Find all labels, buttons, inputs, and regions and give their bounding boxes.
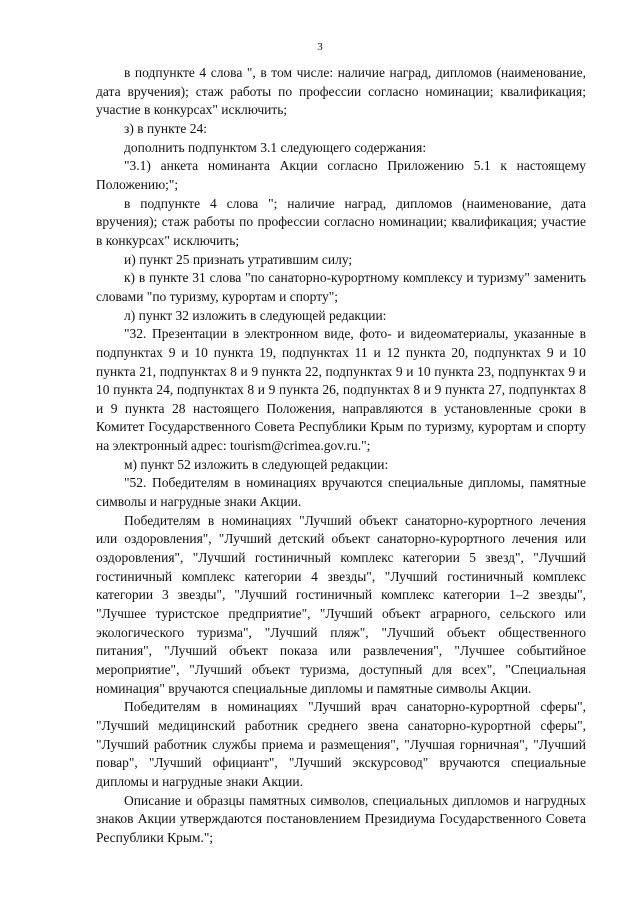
document-body <box>96 64 586 848</box>
paragraph: Победителям в номинациях "Лучший объект санаторно-курортного лечения или оздоровления", "Лучший детский объект санаторно-курортного лечения или оздоровления", "Лучший гостиничный комплекс категории 5 звезд", "Лучший гостиничный комплекс категории 4 звезды", "Лучший гостиничный комплекс категории 3 звезды", "Лучший гостиничный комплекс категории 1–2 звезды", "Лучшее туристское предприятие", "Лучший объект аграрного, сельского или экологического туризма", "Лучший пляж", "Лучший объект общественного питания", "Лучший объект показа или развлечения", "Лучшее событийное мероприятие", "Лучший объект туризма, доступный для всех", "Специальная номинация" вручаются специальные дипломы и памятные символы Акции. <box>96 512 586 696</box>
page-number: 3 <box>317 41 323 53</box>
paragraph: в подпункте 4 слова ", в том числе: наличие наград, дипломов (наименование, дата вручения); стаж работы по профессии согласно номинации; квалификация; участие в конкурсах" исключить; <box>96 65 586 118</box>
paragraph: "32. Презентации в электронном виде, фото- и видеоматериалы, указанные в подпунктах 9 и 10 пункта 19, подпунктах 11 и 12 пункта 20, подпунктах 9 и 10 пункта 21, подпунктах 8 и 9 пункта 22, подпунктах 9 и 10 пункта 23, подпунктах 9 и 10 пункта 24, подпунктах 8 и 9 пункта 26, подпунктах 8 и 9 пункта 27, подпунктах 8 и 9 пункта 28 настоящего Положения, направляются в установленные сроки в Комитет Государственного Совета Республики Крым по туризму, курортам и спорту на электронный адрес: tourism@crimea.gov.ru."; <box>96 326 586 454</box>
paragraph: Описание и образцы памятных символов, специальных дипломов и нагрудных знаков Акции утверждаются постановлением Президиума Государственного Совета Республики Крым."; <box>96 792 586 845</box>
paragraph: Победителям в номинациях "Лучший врач санаторно-курортной сферы", "Лучший медицинский работник среднего звена санаторно-курортной сферы", "Лучший работник службы приема и размещения", "Лучшая горничная", "Лучший повар", "Лучший официант", "Лучший экскурсовод" вручаются специальные дипломы и нагрудные знаки Акции. <box>96 699 586 789</box>
paragraph: в подпункте 4 слова "; наличие наград, дипломов (наименование, дата вручения); стаж работы по профессии согласно номинации; квалификация; участие в конкурсах" исключить; <box>96 195 586 248</box>
paragraph: "52. Победителям в номинациях вручаются специальные дипломы, памятные символы и нагрудные знаки Акции. <box>96 475 586 510</box>
paragraph: дополнить подпунктом 3.1 следующего содержания: <box>124 139 427 155</box>
paragraph: м) пункт 52 изложить в следующей редакции: <box>124 456 389 472</box>
paragraph: и) пункт 25 признать утратившим силу; <box>124 251 353 267</box>
paragraph: л) пункт 32 изложить в следующей редакции: <box>124 307 387 323</box>
paragraph: к) в пункте 31 слова "по санаторно-курортному комплексу и туризму" заменить словами "по туризму, курортам и спорту"; <box>96 270 586 304</box>
paragraph: "3.1) анкета номинанта Акции согласно Приложению 5.1 к настоящему Положению;"; <box>96 158 586 192</box>
paragraph: з) в пункте 24: <box>124 120 208 136</box>
